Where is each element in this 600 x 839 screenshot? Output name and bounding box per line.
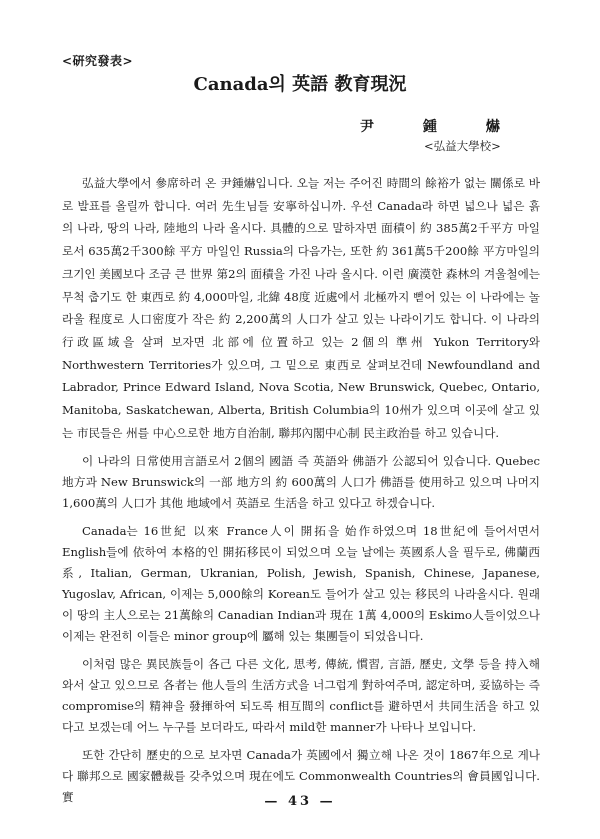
paragraph: 이 나라의 日常使用言語로서 2個의 國語 즉 英語와 佛語가 公認되어 있습니다. Quebec 地方과 New Brunswick의 一部 地方의 約 600萬의 人口가 佛語를 使用하고 있으며 나머지 1,600萬의 人口가 其他 地域에서 英語로 生活을 하고 있다고 하겠습니다.	[62, 454, 540, 511]
paragraph: Canada는 16世紀 以來 France人이 開拓을 始作하였으며 18世紀에 들어서면서 English들에 依하여 本格的인 開拓移民이 되었으며 오늘 날에는 英國系人을 필두로, 佛蘭西系, Italian, German, Ukranian, Polish, Jewish, Spanish, Chinese, Japanese, Yugoslav, African, 이제는 5,000餘의 Korean도 들어가 살고 있는 移民의 나라올시다. 원래 이 땅의 主人으로는 21萬餘의 Canadian Indian과 現在 1萬 4,000의 Eskimo人들이었으나 이제는 완전히 이들은 minor group에 屬해 있는 集團들이 되었읍니다.	[62, 524, 540, 644]
author-name: 尹 鍾 爀	[360, 119, 522, 135]
paragraph: 이처럼 많은 異民族들이 各己 다른 文化, 思考, 傳統, 慣習, 言語, 歷史, 文學 등을 持入해 와서 살고 있으므로 各者는 他人들의 生活方式을 너그럽게 對하여주며, 認定하며, 妥協하는 즉 compromise의 精神을 發揮하여 되도록 相互間의 conflict를 避하면서 共同生活을 하고 있다고 보겠는데 어느 누구를 보더라도, 따라서 mild한 manner가 나타나 보입니다.	[62, 657, 540, 735]
paragraph: 또한 간단히 歷史的으로 보자면 Canada가 英國에서 獨立해 나온 것이 1867年으로 게나다 聯邦으로 國家體裁를 갖추었으며 現在에도 Commonwealth Countries의 會員國입니다. 實	[62, 748, 540, 805]
article-title: Canada의 英語 教育現況	[193, 74, 407, 95]
page-number: — 43 —	[264, 794, 336, 809]
paragraph: 弘益大學에서 參席하러 온 尹鍾爀입니다. 오늘 저는 주어진 時間의 餘裕가 없는 關係로 바로 발표를 올릴까 합니다. 여러 先生님들 安寧하십니까. 우선 Canada라 하면 넓으나 넓은 흙의 나라, 땅의 나라, 陸地의 나라 올시다. 具體的으로 말하자면 面積이 約 385萬2千平方 마일로서 635萬2千300餘 平方 마일인 Russia의 다음가는, 또한 約 361萬5千200餘 平方마일의 크기인 美國보다 조금 큰 世界 第2의 面積을 가진 나라 올시다. 이런 廣漠한 森林의 겨울철에는 무척 춥기도 한 東西로 約 4,000마일, 北緯 48度 近處에서 北極까지 뻗어 있는 이 나라에는 놀라울 程度로 人口密度가 작은 約 2,200萬의 人口가 살고 있는 나라이기도 합니다. 이 나라의 行政區域을 살펴 보자면 北部에 位置하고 있는 2個의 準州 Yukon Territory와 Northwestern Territories가 있으며, 그 밑으로 東西로 살펴보건데 Newfoundland and Labrador, Prince Edward Island, Nova Scotia, New Brunswick, Quebec, Ontario, Manitoba, Saskatchewan, Alberta, British Columbia의 10州가 있으며 이곳에 살고 있는 市民들은 州를 中心으로한 地方自治制, 聯邦內閣中心制 民主政治를 하고 있습니다.	[62, 176, 540, 440]
section-label: <硏究發表>	[62, 54, 134, 68]
author-affiliation: <弘益大學校>	[424, 139, 501, 153]
article-body	[62, 172, 540, 815]
